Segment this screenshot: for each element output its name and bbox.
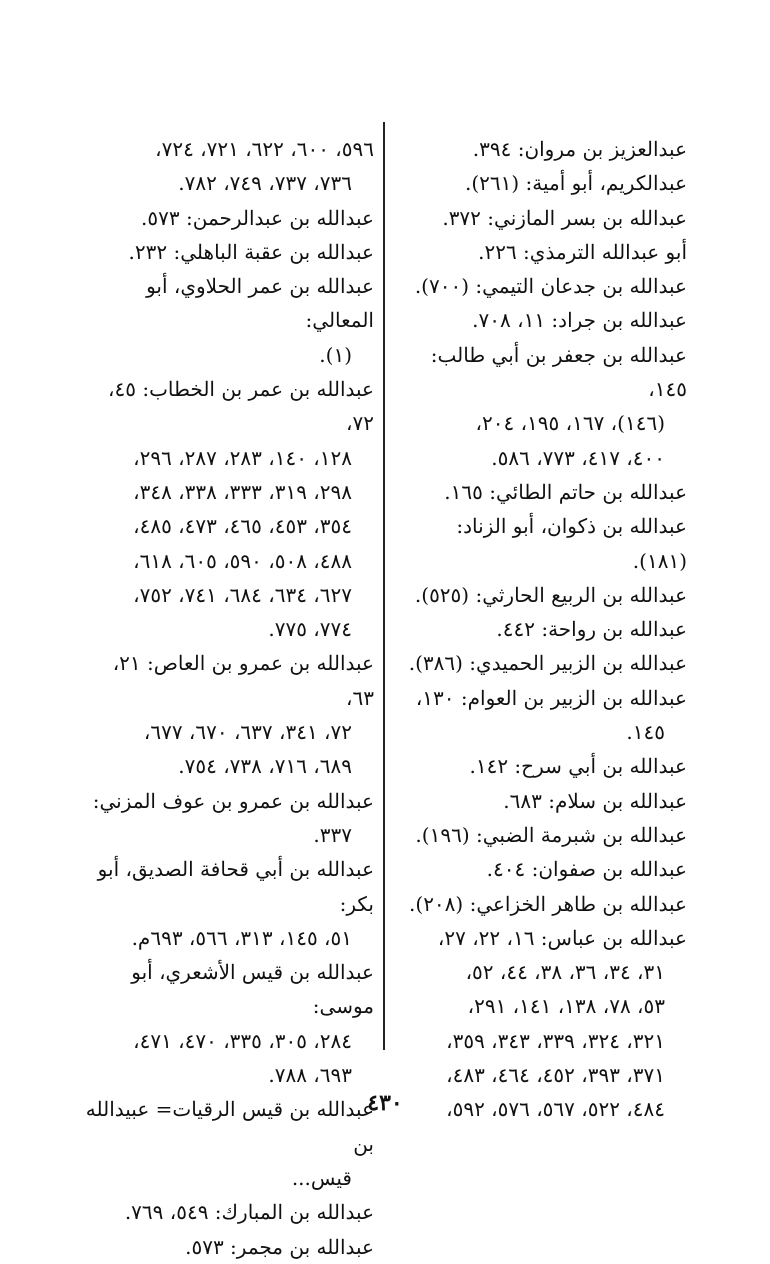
entry-heading-line: عبدالله بن قيس الرقيات= عبيدالله بن: [85, 1097, 374, 1156]
entry-heading-line: عبدالله بن بسر المازني: ٣٧٢.: [442, 205, 687, 230]
index-entry: [84, 1195, 374, 1229]
entry-heading-line: عبدالله بن عمر الحلاوي، أبو المعالي:: [146, 274, 374, 333]
entry-heading-line: عبدالله بن ذكوان، أبو الزناد: (١٨١).: [456, 514, 687, 573]
entry-continuation-line: ٤٨٤، ٥٢٢، ٥٦٧، ٥٧٦، ٥٩٢،: [446, 1097, 665, 1122]
entry-heading-line: عبدالله بن عمرو بن العاص: ٢١، ٦٣،: [112, 651, 374, 710]
entry-continuation-line: ٤٨٨، ٥٠٨، ٥٩٠، ٦٠٥، ٦١٨،: [133, 548, 352, 573]
entry-heading-line: عبدالله بن صفوان: ٤٠٤.: [486, 857, 687, 882]
index-entry: [405, 681, 687, 750]
index-entry: [405, 235, 687, 269]
index-entry: [84, 269, 374, 372]
entry-continuation-line: ٦٨٩، ٧١٦، ٧٣٨، ٧٥٤.: [178, 754, 352, 779]
entry-continuation-line: ٥١، ١٤٥، ٣١٣، ٥٦٦، ٦٩٣م.: [131, 925, 352, 950]
index-entry: [84, 235, 374, 269]
index-entry: [405, 784, 687, 818]
index-entry: [84, 132, 374, 201]
column-divider: [383, 122, 385, 1050]
index-entry: [405, 646, 687, 680]
entry-heading-line: ٥٩٦، ٦٠٠، ٦٢٢، ٧٢١، ٧٢٤،: [155, 137, 374, 161]
entry-continuation-line: ١٢٨، ١٤٠، ٢٨٣، ٢٨٧، ٢٩٦،: [133, 445, 352, 470]
index-column-right: [405, 132, 687, 1127]
entry-continuation-line: ٦٩٣، ٧٨٨.: [268, 1063, 352, 1088]
index-entry: [84, 784, 374, 853]
index-entry: [405, 132, 687, 166]
entry-continuation-line: ٣٢١، ٣٢٤، ٣٣٩، ٣٤٣، ٣٥٩،: [446, 1028, 665, 1053]
entry-heading-line: عبدالله بن الزبير بن العوام: ١٣٠،: [415, 685, 687, 710]
entry-continuation-line: ٦٢٧، ٦٣٤، ٦٨٤، ٧٤١، ٧٥٢،: [133, 582, 352, 607]
entry-heading-line: عبدالله بن طاهر الخزاعي: (٢٠٨).: [409, 891, 687, 916]
entry-heading-line: عبدالله بن عمر بن الخطاب: ٤٥، ٧٢،: [108, 377, 374, 436]
index-entry: [405, 303, 687, 337]
index-entry: [405, 475, 687, 509]
index-entry: [84, 955, 374, 1092]
index-entry: [84, 372, 374, 646]
index-entry: [84, 1230, 374, 1264]
entry-continuation-line: ٧٧٤، ٧٧٥.: [268, 617, 352, 642]
entry-heading-line: عبدالله بن شبرمة الضبي: (١٩٦).: [415, 822, 687, 847]
index-entry: [405, 338, 687, 475]
entry-heading-line: عبدالله بن سلام: ٦٨٣.: [503, 788, 687, 813]
index-entry: [84, 852, 374, 955]
entry-continuation-line: ٣١، ٣٤، ٣٦، ٣٨، ٤٤، ٥٢،: [465, 960, 665, 985]
entry-heading-line: عبدالله بن مجمر: ٥٧٣.: [185, 1234, 374, 1259]
entry-continuation-line: (١٤٦)، ١٦٧، ١٩٥، ٢٠٤،: [475, 411, 665, 436]
index-entry: [405, 612, 687, 646]
entry-continuation-line: ٢٩٨، ٣١٩، ٣٣٣، ٣٣٨، ٣٤٨،: [133, 479, 352, 504]
index-entry: [405, 749, 687, 783]
entry-continuation-line: ٥٣، ٧٨، ١٣٨، ١٤١، ٢٩١،: [467, 994, 665, 1019]
entry-continuation-line: قيس...: [291, 1165, 352, 1190]
entry-continuation-line: (١).: [319, 342, 352, 367]
entry-heading-line: عبدالله بن أبي سرح: ١٤٢.: [469, 754, 687, 779]
entry-heading-line: عبدالله بن الزبير الحميدي: (٣٨٦).: [408, 651, 687, 676]
entry-continuation-line: ٧٢، ٣٤١، ٦٣٧، ٦٧٠، ٦٧٧،: [143, 720, 352, 745]
entry-heading-line: عبدالله بن عبدالرحمن: ٥٧٣.: [141, 205, 374, 230]
entry-heading-line: عبدالله بن عقبة الباهلي: ٢٣٢.: [128, 239, 374, 264]
entry-heading-line: عبدالله بن أبي قحافة الصديق، أبو بكر:: [97, 857, 374, 916]
entry-heading-line: عبدالله بن جدعان التيمي: (٧٠٠).: [414, 274, 687, 299]
index-entry: [405, 269, 687, 303]
entry-heading-line: عبدالله بن الربيع الحارثي: (٥٢٥).: [414, 582, 687, 607]
entry-heading-line: عبدالله بن المبارك: ٥٤٩، ٧٦٩.: [124, 1200, 374, 1225]
entry-heading-line: عبدالله بن رواحة: ٤٤٢.: [496, 617, 687, 642]
entry-continuation-line: ٧٣٦، ٧٣٧، ٧٤٩، ٧٨٢.: [178, 171, 352, 196]
entry-heading-line: أبو عبدالله الترمذي: ٢٢٦.: [478, 239, 687, 264]
entry-heading-line: عبدالكريم، أبو أمية: (٢٦١).: [464, 171, 687, 196]
page-number: ٤٣٠: [367, 1090, 403, 1116]
entry-heading-line: عبدالله بن حاتم الطائي: ١٦٥.: [444, 479, 687, 504]
index-entry: [405, 578, 687, 612]
entry-heading-line: عبدالله بن جعفر بن أبي طالب: ١٤٥،: [430, 342, 687, 402]
index-entry: [405, 818, 687, 852]
entry-continuation-line: ١٤٥.: [626, 720, 665, 745]
index-entry: [84, 201, 374, 235]
index-entry: [405, 201, 687, 235]
entry-continuation-line: ٤٠٠، ٤١٧، ٧٧٣، ٥٨٦.: [491, 445, 665, 470]
entry-continuation-line: ٣٧١، ٣٩٣، ٤٥٢، ٤٦٤، ٤٨٣،: [446, 1063, 665, 1088]
entry-heading-line: عبدالعزيز بن مروان: ٣٩٤.: [472, 137, 687, 161]
index-entry: [405, 509, 687, 578]
entry-heading-line: عبدالله بن عباس: ١٦، ٢٢، ٢٧،: [437, 925, 687, 950]
entry-continuation-line: ٣٥٤، ٤٥٣، ٤٦٥، ٤٧٣، ٤٨٥،: [133, 514, 352, 539]
index-entry: [405, 887, 687, 921]
entry-heading-line: عبدالله بن عمرو بن عوف المزني:: [92, 788, 374, 813]
index-entry: [405, 166, 687, 200]
index-entry: [84, 646, 374, 783]
entry-heading-line: عبدالله بن جراد: ١١، ٧٠٨.: [472, 308, 687, 333]
entry-continuation-line: ٢٨٤، ٣٠٥، ٣٣٥، ٤٧٠، ٤٧١،: [133, 1028, 352, 1053]
entry-continuation-line: ٣٣٧.: [313, 822, 352, 847]
entry-heading-line: عبدالله بن قيس الأشعري، أبو موسى:: [131, 960, 374, 1019]
index-entry: [405, 852, 687, 886]
